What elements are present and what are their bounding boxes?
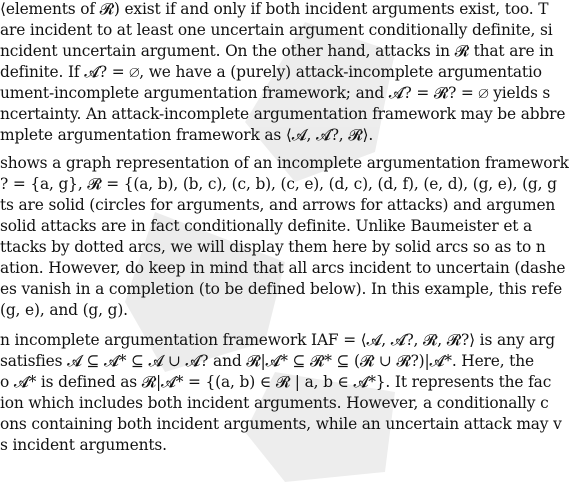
text-line-19: ion which includes both incident arguments. However, a conditionally c	[0, 394, 549, 412]
text-line-1: ⟨elements of 𝓡) exist if and only if both incident arguments exist, too. T	[0, 0, 549, 18]
text-line-9: ? = {a, g}, 𝓡 = {(a, b), (b, c), (c, b), (c, e), (d, c), (d, f), (e, d), (g, e), (g, g	[0, 175, 557, 193]
text-line-13: ation. However, do keep in mind that all arcs incident to uncertain (dashe	[0, 259, 566, 277]
text-line-10: ts are solid (circles for arguments, and arrows for attacks) and argumen	[0, 196, 556, 214]
text-line-18: o 𝓐* is defined as 𝓡|𝓐* = {(a, b) ∈ 𝓡 | a, b ∈ 𝓐*}. It represents the fac	[0, 373, 552, 391]
text-line-14: es vanish in a completion (to be defined below). In this example, this refe	[0, 280, 563, 298]
text-line-12: ttacks by dotted arcs, we will display them here by solid arcs so as to n	[0, 238, 546, 256]
text-line-20: ons containing both incident arguments, while an uncertain attack may v	[0, 415, 562, 433]
text-line-16: n incomplete argumentation framework IAF = ⟨𝓐, 𝓐?, 𝓡, 𝓡?⟩ is any arg	[0, 331, 555, 349]
text-line-6: ncertainty. An attack-incomplete argumentation framework may be abbre	[0, 105, 566, 123]
text-line-3: ncident uncertain argument. On the other hand, attacks in 𝓡 that are in	[0, 42, 554, 60]
text-line-7: mplete argumentation framework as ⟨𝓐, 𝓐?, 𝓡⟩.	[0, 126, 374, 144]
text-line-5: ument-incomplete argumentation framework; and 𝓐? = 𝓡? = ∅ yields s	[0, 84, 551, 102]
text-line-21: s incident arguments.	[0, 436, 167, 454]
text-line-15: (g, e), and (g, g).	[0, 301, 128, 319]
text-line-4: definite. If 𝓐? = ∅, we have a (purely) attack-incomplete argumentatio	[0, 63, 542, 81]
text-line-11: solid attacks are in fact conditionally definite. Unlike Baumeister et a	[0, 217, 533, 235]
text-line-8: shows a graph representation of an incomplete argumentation framework	[0, 154, 569, 172]
text-line-17: satisfies 𝓐 ⊆ 𝓐* ⊆ 𝓐 ∪ 𝓐? and 𝓡|𝓐* ⊆ 𝓡* ⊆ (𝓡 ∪ 𝓡?)|𝓐*. Here, the	[0, 352, 534, 370]
text-line-2: are incident to at least one uncertain argument conditionally definite, si	[0, 21, 553, 39]
